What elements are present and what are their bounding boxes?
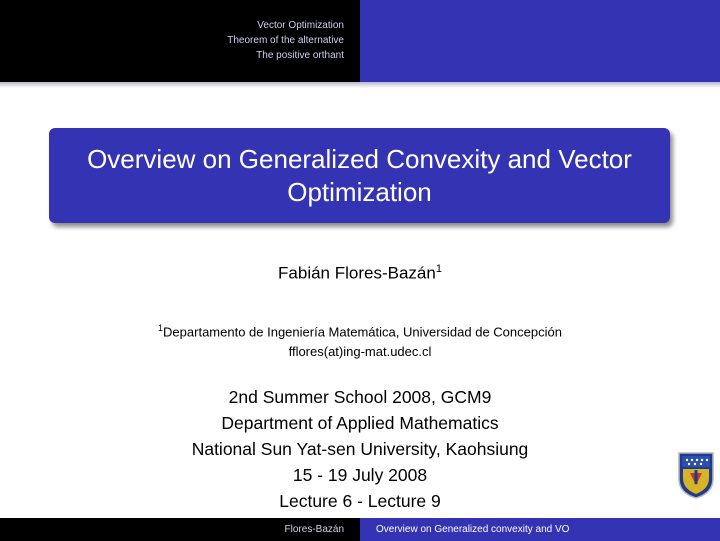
nav-link-positive-orthant[interactable]: The positive orthant	[256, 50, 344, 61]
affiliation-department: Departamento de Ingeniería Matemática, Universidad de Concepción	[163, 324, 562, 340]
header-band	[0, 0, 720, 82]
nav-link-theorem-alternative[interactable]: Theorem of the alternative	[227, 35, 344, 46]
footer-short-title: Overview on Generalized convexity and VO	[360, 518, 720, 541]
event-line: 15 - 19 July 2008	[292, 465, 428, 485]
event-line: 2nd Summer School 2008, GCM9	[228, 387, 492, 407]
author-name: Fabián Flores-Bazán	[278, 263, 436, 283]
event-line: Lecture 6 - Lecture 9	[279, 491, 441, 511]
event-block	[0, 384, 720, 514]
title-block	[49, 128, 670, 223]
nav-link-vector-optimization[interactable]: Vector Optimization	[257, 20, 344, 31]
header-shadow	[0, 82, 720, 88]
affiliation-email: fflores(at)ing-mat.udec.cl	[288, 344, 432, 360]
author-footnote-mark: 1	[435, 263, 442, 275]
event-line: Department of Applied Mathematics	[221, 413, 499, 433]
affiliation-footnote-mark: 1	[158, 323, 164, 333]
section-navigation	[0, 0, 360, 82]
header-accent-panel	[360, 0, 720, 82]
affiliation-block	[0, 318, 720, 362]
footer-author: Flores-Bazán	[0, 518, 360, 541]
author-line	[0, 263, 720, 284]
presentation-title: Overview on Generalized Convexity and Vector Optimization	[87, 143, 632, 207]
footer-bar	[0, 518, 720, 541]
event-line: National Sun Yat-sen University, Kaohsiung	[191, 439, 529, 459]
university-shield-icon	[677, 451, 715, 499]
